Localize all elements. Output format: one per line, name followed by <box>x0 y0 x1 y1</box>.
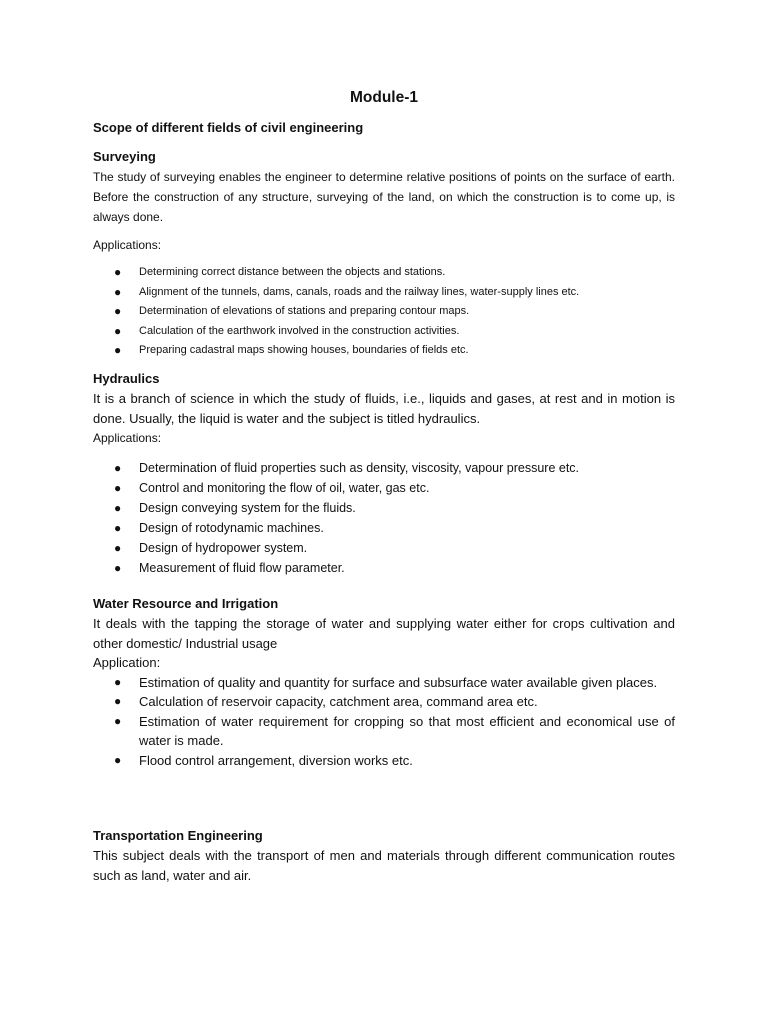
list-item-text: Determination of fluid properties such as density, viscosity, vapour pressure etc. <box>139 461 580 475</box>
transportation-body: This subject deals with the transport of men and materials through different communication routes such as land, water and air. <box>93 848 675 883</box>
bullet-icon: ● <box>114 694 122 708</box>
water-resource-applications-label: Application: <box>93 655 161 670</box>
list-item-text: Design conveying system for the fluids. <box>139 501 356 515</box>
list-item <box>93 302 675 322</box>
list-item <box>93 518 675 538</box>
list-item-text: Flood control arrangement, diversion works etc. <box>139 752 413 768</box>
surveying-heading: Surveying <box>93 149 156 164</box>
bullet-icon: ● <box>114 674 122 689</box>
list-item-text: Estimation of quality and quantity for surface and subsurface water available given places. <box>139 674 658 690</box>
surveying-applications-list <box>93 263 675 361</box>
bullet-icon: ● <box>114 713 122 728</box>
list-item-text: Determining correct distance between the objects and stations. <box>139 266 446 278</box>
list-item <box>93 712 675 751</box>
surveying-body: The study of surveying enables the engineer to determine relative positions of points on the surface of earth. Before the construction of any structure, surveying of the land, on which the construction is to come up, is always done. <box>93 170 675 224</box>
hydraulics-applications-list <box>93 458 675 578</box>
list-item <box>93 538 675 558</box>
bullet-icon: ● <box>114 521 122 535</box>
hydraulics-section <box>93 369 675 578</box>
bullet-icon: ● <box>114 752 122 767</box>
list-item-text: Design of hydropower system. <box>139 541 308 555</box>
bullet-icon: ● <box>114 501 122 515</box>
list-item <box>93 498 675 518</box>
list-item <box>93 478 675 498</box>
hydraulics-applications-label: Applications: <box>93 431 162 445</box>
surveying-section <box>93 147 675 361</box>
list-item-text: Measurement of fluid flow parameter. <box>139 561 345 575</box>
bullet-icon: ● <box>114 323 122 338</box>
list-item <box>93 283 675 303</box>
list-item-text: Alignment of the tunnels, dams, canals, roads and the railway lines, water-supply lines etc. <box>139 285 580 298</box>
bullet-icon: ● <box>114 541 122 555</box>
list-item <box>93 341 675 361</box>
bullet-icon: ● <box>114 284 122 299</box>
bullet-icon: ● <box>114 265 122 279</box>
bullet-icon: ● <box>114 304 122 318</box>
list-item <box>93 558 675 578</box>
scope-heading: Scope of different fields of civil engineering <box>93 120 364 135</box>
water-resource-applications-list <box>93 673 675 771</box>
transportation-heading: Transportation Engineering <box>93 828 263 843</box>
list-item-text: Control and monitoring the flow of oil, water, gas etc. <box>139 481 430 495</box>
list-item-text: Calculation of the earthwork involved in the construction activities. <box>139 324 460 337</box>
list-item-text: Estimation of water requirement for cropping so that most efficient and economical use of water is made. <box>139 713 675 748</box>
bullet-icon: ● <box>114 461 122 475</box>
list-item <box>93 692 675 712</box>
bullet-icon: ● <box>114 561 122 575</box>
water-resource-section <box>93 594 675 770</box>
list-item <box>93 751 675 771</box>
bullet-icon: ● <box>114 481 122 495</box>
list-item-text: Calculation of reservoir capacity, catchment area, command area etc. <box>139 694 538 709</box>
transportation-section <box>93 826 675 885</box>
page-title: Module-1 <box>349 89 419 106</box>
list-item <box>93 263 675 283</box>
hydraulics-heading: Hydraulics <box>93 371 160 386</box>
list-item-text: Design of rotodynamic machines. <box>139 521 324 535</box>
surveying-applications-label: Applications: <box>93 238 162 252</box>
list-item <box>93 673 675 693</box>
water-resource-heading: Water Resource and Irrigation <box>93 596 279 611</box>
list-item <box>93 458 675 478</box>
list-item-text: Preparing cadastral maps showing houses, boundaries of fields etc. <box>139 344 469 356</box>
bullet-icon: ● <box>114 343 122 357</box>
list-item <box>93 322 675 342</box>
hydraulics-body: It is a branch of science in which the study of fluids, i.e., liquids and gases, at rest and in motion is done. Usually, the liquid is water and the subject is titled hydraulics. <box>93 391 675 426</box>
list-item-text: Determination of elevations of stations and preparing contour maps. <box>139 305 470 317</box>
water-resource-body: It deals with the tapping the storage of water and supplying water either for crops cultivation and other domestic/ Industrial usage <box>93 616 675 651</box>
